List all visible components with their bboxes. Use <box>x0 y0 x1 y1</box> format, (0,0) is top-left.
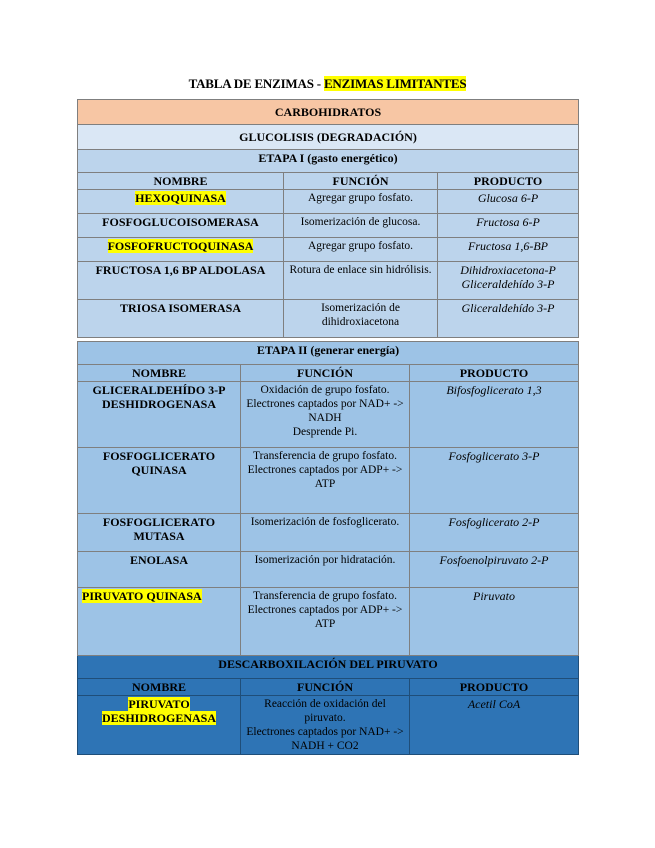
enzyme-product: Bifosfoglicerato 1,3 <box>410 382 579 448</box>
table-row <box>78 588 579 656</box>
table-row <box>78 514 579 552</box>
enzyme-name: FOSFOGLUCOISOMERASA <box>78 214 284 238</box>
function-line: Isomerización de fosfoglicerato. <box>250 516 400 528</box>
enzyme-name: FOSFOFRUCTOQUINASA <box>107 239 254 253</box>
column-header: NOMBRE <box>78 173 284 190</box>
section-header: CARBOHIDRATOS <box>78 100 579 125</box>
column-header: FUNCIÓN <box>241 679 410 696</box>
table-row <box>78 262 579 300</box>
enzyme-product: Piruvato <box>410 588 579 656</box>
enzyme-name: FOSFOGLICERATO QUINASA <box>78 448 241 514</box>
table-row <box>78 300 579 338</box>
etapa2-title: ETAPA II (generar energía) <box>78 342 579 365</box>
enzyme-product-secondary: Gliceraldehído 3-P <box>461 277 555 291</box>
enzyme-product: Acetil CoA <box>410 696 579 755</box>
enzyme-name: TRIOSA ISOMERASA <box>78 300 284 338</box>
table-row <box>78 552 579 588</box>
page-title <box>0 76 655 92</box>
etapa2-block <box>78 342 579 656</box>
title-highlight: ENZIMAS LIMITANTES <box>323 76 467 91</box>
enzyme-product: Fosfoenolpiruvato 2-P <box>410 552 579 588</box>
etapa1-block <box>78 150 579 338</box>
table-row <box>78 382 579 448</box>
enzyme-product: Dihidroxiacetona-P <box>460 263 556 277</box>
column-header: FUNCIÓN <box>284 173 438 190</box>
enzyme-function: Isomerización de dihidroxiacetona <box>284 300 438 338</box>
enzyme-function: Agregar grupo fosfato. <box>284 238 438 262</box>
function-line: Transferencia de grupo fosfato. <box>253 450 397 462</box>
enzyme-product: Fosfoglicerato 3-P <box>410 448 579 514</box>
subsection-header: GLUCOLISIS (DEGRADACIÓN) <box>78 125 579 150</box>
enzyme-name: FOSFOGLICERATO MUTASA <box>78 514 241 552</box>
enzyme-name: PIRUVATO QUINASA <box>82 589 202 603</box>
enzyme-product: Fructosa 1,6-BP <box>438 238 579 262</box>
title-prefix: TABLA DE ENZIMAS - <box>188 76 324 91</box>
enzyme-product: Gliceraldehído 3-P <box>438 300 579 338</box>
enzyme-function: Isomerización de glucosa. <box>284 214 438 238</box>
column-header: PRODUCTO <box>438 173 579 190</box>
column-header: PRODUCTO <box>410 365 579 382</box>
enzyme-product: Fosfoglicerato 2-P <box>410 514 579 552</box>
enzyme-function: Agregar grupo fosfato. <box>284 190 438 214</box>
table-row <box>78 238 579 262</box>
enzyme-table <box>77 99 579 338</box>
enzyme-function: Rotura de enlace sin hidrólisis. <box>284 262 438 300</box>
function-line: Reacción de oxidación del piruvato. <box>264 698 386 724</box>
column-header: FUNCIÓN <box>241 365 410 382</box>
function-line: Electrones captados por NAD+ -> NADH + CO2 <box>246 726 404 752</box>
table-row <box>78 190 579 214</box>
enzyme-name: HEXOQUINASA <box>135 191 226 205</box>
table-row <box>78 696 579 755</box>
function-line: Desprende Pi. <box>292 426 358 438</box>
enzyme-name: GLICERALDEHÍDO 3-P DESHIDROGENASA <box>78 382 241 448</box>
enzyme-product: Glucosa 6-P <box>438 190 579 214</box>
etapa1-title: ETAPA I (gasto energético) <box>78 150 579 173</box>
table-row <box>78 448 579 514</box>
function-line: Electrones captados por ADP+ -> ATP <box>247 464 403 490</box>
column-header: NOMBRE <box>78 679 241 696</box>
function-line: Electrones captados por ADP+ -> ATP <box>247 604 403 630</box>
descarbox-block <box>78 656 579 755</box>
table-row <box>78 214 579 238</box>
enzyme-name: ENOLASA <box>78 552 241 588</box>
enzyme-name: PIRUVATO DESHIDROGENASA <box>101 697 217 725</box>
function-line: Isomerización por hidratación. <box>254 554 396 566</box>
enzyme-product: Fructosa 6-P <box>438 214 579 238</box>
function-line: Electrones captados por NAD+ -> NADH <box>246 398 404 424</box>
column-header: PRODUCTO <box>410 679 579 696</box>
descarbox-title: DESCARBOXILACIÓN DEL PIRUVATO <box>78 656 579 679</box>
enzyme-table-stage2 <box>77 341 579 755</box>
column-header: NOMBRE <box>78 365 241 382</box>
function-line: Transferencia de grupo fosfato. <box>253 590 397 602</box>
function-line: Oxidación de grupo fosfato. <box>260 384 390 396</box>
enzyme-name: FRUCTOSA 1,6 BP ALDOLASA <box>78 262 284 300</box>
